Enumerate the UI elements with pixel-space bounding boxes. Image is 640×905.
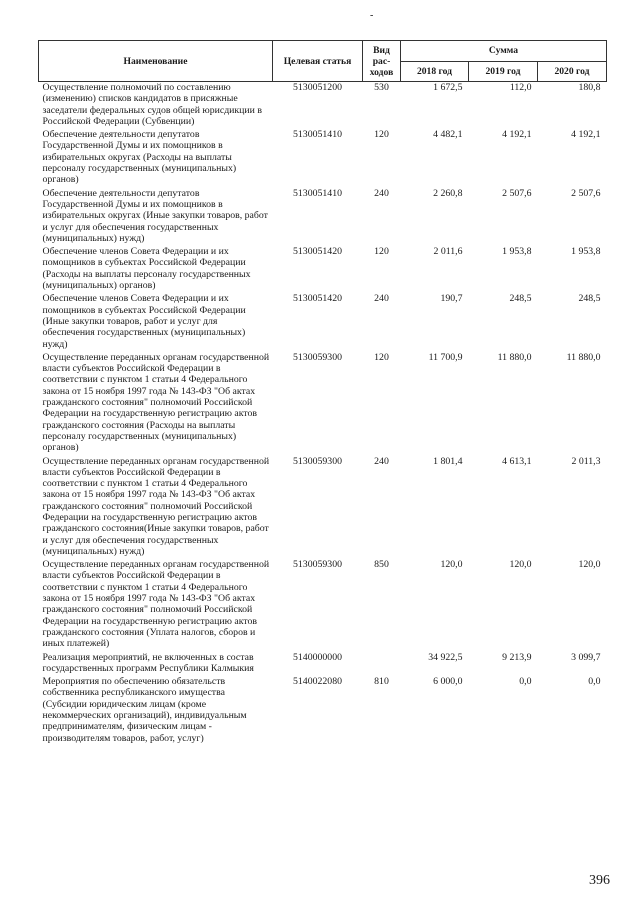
row-target-code: 5130059300 — [293, 455, 342, 467]
row-value-2020: 0,0 — [588, 676, 601, 688]
row-value-2020: 3 099,7 — [571, 651, 601, 663]
row-expense-type: 120 — [374, 129, 389, 141]
row-value-2020: 180,8 — [578, 82, 601, 93]
row-name: Мероприятия по обеспечению обязательств собственника республиканского имущества (Субсидии юридическим лицам (кроме некоммерческих организаций), индивидуальным предпринимателям, физическим лицам - производителям товаров, работ, услуг) — [42, 676, 247, 744]
header-year-2020: 2020 год — [538, 61, 607, 82]
row-target-code: 5130051410 — [293, 129, 342, 141]
row-target-code: 5130059300 — [293, 559, 342, 571]
row-target-code: 5130051200 — [293, 82, 342, 93]
row-value-2019: 248,5 — [509, 293, 532, 305]
row-value-2020: 4 192,1 — [571, 129, 601, 141]
row-name: Обеспечение деятельности депутатов Государственной Думы и их помощников в избирательных округах (Расходы на выплаты персоналу государственных (муниципальных) органов) — [42, 129, 237, 186]
row-value-2020: 248,5 — [578, 293, 601, 305]
row-expense-type: 240 — [374, 455, 389, 467]
header-expense-type: Вид рас-ходов — [363, 41, 401, 82]
row-value-2020: 1 953,8 — [571, 246, 601, 258]
row-name: Обеспечение членов Совета Федерации и их помощников в субъектах Российской Федерации (Иные закупки товаров, работ и услуг для обеспечения государственных (муниципальных) нужд) — [42, 293, 246, 350]
table-row — [39, 82, 607, 130]
row-value-2018: 1 672,5 — [433, 82, 463, 93]
row-value-2018: 6 000,0 — [433, 676, 463, 688]
row-expense-type: 530 — [374, 82, 389, 93]
row-expense-type: 120 — [374, 351, 389, 363]
header-year-2018: 2018 год — [401, 61, 469, 82]
row-target-code: 5130051410 — [293, 187, 342, 199]
row-value-2020: 2 011,3 — [571, 455, 601, 467]
table-row — [39, 456, 607, 560]
row-name: Обеспечение членов Совета Федерации и их помощников в субъектах Российской Федерации (Расходы на выплаты персоналу государственных (муниципальных) органов) — [42, 246, 251, 292]
row-value-2018: 11 700,9 — [428, 351, 463, 363]
row-name: Осуществление переданных органам государственной власти субъектов Российской Федерации в соответствии с пунктом 1 статьи 4 Федерального закона от 15 ноября 1997 года № 143-ФЗ "Об актах гражданского состояния" полномочий Российской Федерации на государственную регистрацию актов гражданского состояния (Уплата налогов, сборов и иных платежей) — [42, 559, 270, 650]
row-value-2019: 2 507,6 — [502, 187, 532, 199]
table-row — [39, 676, 607, 746]
row-value-2018: 2 011,6 — [433, 246, 463, 258]
row-value-2020: 120,0 — [578, 559, 601, 571]
table-row — [39, 652, 607, 677]
row-value-2018: 190,7 — [440, 293, 463, 305]
row-expense-type: 850 — [374, 559, 389, 571]
row-value-2020: 11 880,0 — [566, 351, 601, 363]
row-name: Реализация мероприятий, не включенных в состав государственных программ Республики Калмыкия — [42, 651, 254, 674]
header-sum: Сумма — [401, 41, 607, 62]
row-expense-type: 240 — [374, 187, 389, 199]
row-expense-type: 810 — [374, 676, 389, 688]
table-row — [39, 246, 607, 293]
row-target-code: 5130051420 — [293, 246, 342, 258]
budget-table-container — [38, 40, 606, 746]
header-year-2019: 2019 год — [469, 61, 538, 82]
row-expense-type — [363, 652, 401, 677]
row-name: Обеспечение деятельности депутатов Государственной Думы и их помощников в избирательных округах (Иные закупки товаров, работ и услуг для обеспечения государственных (муниципальных) нужд) — [42, 187, 268, 244]
page-number: 396 — [589, 873, 610, 888]
table-row — [39, 188, 607, 246]
row-name: Осуществление переданных органам государственной власти субъектов Российской Федерации в соответствии с пунктом 1 статьи 4 Федерального закона от 15 ноября 1997 года № 143-ФЗ "Об актах гражданского состояния" полномочий Российской Федерации на государственную регистрацию актов гражданского состояния(Иные закупки товаров, работ и услуг для обеспечения государственных (муниципальных) нужд) — [42, 455, 270, 557]
row-value-2019: 0,0 — [519, 676, 532, 688]
row-expense-type: 240 — [374, 293, 389, 305]
row-value-2018: 4 482,1 — [433, 129, 463, 141]
table-row — [39, 293, 607, 351]
header-target: Целевая статья — [273, 41, 363, 82]
row-value-2018: 1 801,4 — [433, 455, 463, 467]
row-value-2019: 4 613,1 — [502, 455, 532, 467]
table-row — [39, 559, 607, 651]
top-mark: - — [370, 10, 374, 21]
row-value-2019: 1 953,8 — [502, 246, 532, 258]
table-row — [39, 129, 607, 187]
row-target-code: 5130059300 — [293, 351, 342, 363]
table-header — [39, 41, 607, 82]
row-value-2019: 4 192,1 — [502, 129, 532, 141]
row-expense-type: 120 — [374, 246, 389, 258]
row-name: Осуществление полномочий по составлению (изменению) списков кандидатов в присяжные заседатели федеральных судов общей юрисдикции в Российской Федерации (Субвенции) — [42, 82, 262, 127]
row-target-code: 5140000000 — [293, 651, 342, 663]
row-value-2018: 34 922,5 — [428, 651, 463, 663]
row-name: Осуществление переданных органам государственной власти субъектов Российской Федерации в соответствии с пунктом 1 статьи 4 Федерального закона от 15 ноября 1997 года № 143-ФЗ "Об актах гражданского состояния" полномочий Российской Федерации на государственную регистрацию актов гражданского состояния (Расходы на выплаты персоналу государственных (муниципальных) органов) — [42, 351, 270, 454]
row-target-code: 5140022080 — [293, 676, 342, 688]
row-value-2019: 9 213,9 — [502, 651, 532, 663]
row-value-2019: 11 880,0 — [497, 351, 532, 363]
row-target-code: 5130051420 — [293, 293, 342, 305]
row-value-2018: 120,0 — [440, 559, 463, 571]
row-value-2019: 120,0 — [509, 559, 532, 571]
row-value-2018: 2 260,8 — [433, 187, 463, 199]
table-row — [39, 352, 607, 456]
header-name: Наименование — [39, 41, 273, 82]
row-value-2020: 2 507,6 — [571, 187, 601, 199]
budget-table — [38, 40, 607, 746]
row-value-2019: 112,0 — [509, 82, 532, 93]
table-body — [39, 82, 607, 746]
